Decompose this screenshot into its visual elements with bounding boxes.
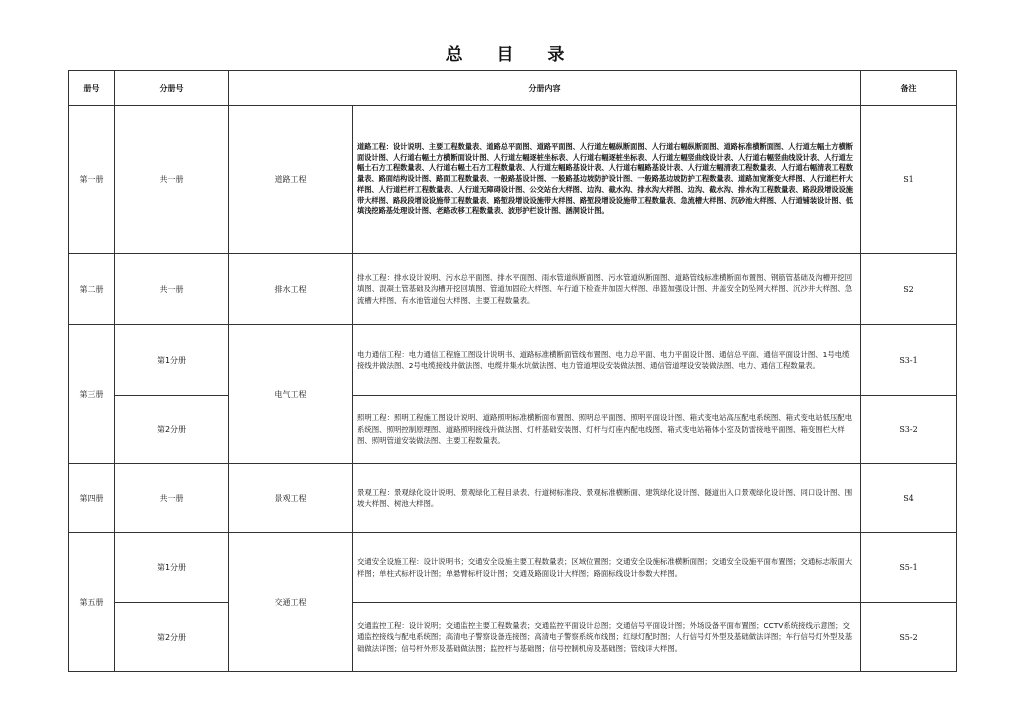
category-cell: 道路工程	[229, 106, 353, 254]
table-row	[69, 603, 957, 672]
remark-cell: S4	[861, 464, 957, 533]
page-title: 总 目 录	[445, 45, 579, 65]
volume-cell: 第三册	[69, 325, 115, 464]
table-row	[69, 533, 957, 603]
header-remark: 备注	[861, 71, 957, 106]
remark-cell: S3-2	[861, 396, 957, 464]
sub-volume-cell: 第2分册	[115, 396, 229, 464]
header-row	[69, 71, 957, 106]
content-cell: 照明工程：照明工程施工图设计说明、道路照明标准横断面布置图、照明总平面图、照明平面设计图、箱式变电站高压配电系统图、箱式变电站低压配电系统图、照明控制原理图、道路照明接线升做法图、灯杆基础安装图、灯杆与灯座内配电线图、箱式变电站箱体小室及防雷接地平面图、箱变围栏大样图、照明管道安装做法图、主要工程数量表。	[353, 396, 861, 464]
remark-cell: S5-2	[861, 603, 957, 672]
volume-cell: 第五册	[69, 533, 115, 672]
remark-cell: S2	[861, 254, 957, 325]
table-row	[69, 254, 957, 325]
catalog-table	[68, 70, 957, 672]
volume-cell: 第一册	[69, 106, 115, 254]
category-cell: 电气工程	[229, 325, 353, 464]
header-content: 分册内容	[229, 71, 861, 106]
volume-cell: 第二册	[69, 254, 115, 325]
table-row	[69, 106, 957, 254]
header-sub-volume: 分册号	[115, 71, 229, 106]
content-cell: 交通监控工程：设计说明；交通监控主要工程数量表；交通监控平面设计总图；交通信号平面设计图；外场设备平面布置图；CCTV系统接线示意图；交通监控接线与配电系统图；高清电子警察设备连接图；高清电子警察系统布线图；红绿灯配时图；人行信号灯外型及基础做法详图；车行信号灯外型及基础做法详图；信号杆外形及基础做法图；监控杆与基础图；信号控制机房及基础图；管线详大样图。	[353, 603, 861, 672]
table-row	[69, 325, 957, 396]
remark-cell: S3-1	[861, 325, 957, 396]
sub-volume-cell: 共一册	[115, 254, 229, 325]
sub-volume-cell: 第1分册	[115, 325, 229, 396]
category-cell: 交通工程	[229, 533, 353, 672]
table-row	[69, 396, 957, 464]
content-cell: 电力通信工程：电力通信工程施工图设计说明书、道路标准横断面管线布置图、电力总平面、电力平面设计图、通信总平面、通信平面设计图、1号电缆接线井做法图、2号电缆接线井做法图、电缆井集水坑做法图、电力管道埋设安装做法图、通信管道埋设安装做法图、电力、通信工程数量表。	[353, 325, 861, 396]
sub-volume-cell: 共一册	[115, 106, 229, 254]
content-cell: 交通安全设施工程：设计说明书；交通安全设施主要工程数量表；区域位置图；交通安全设施标准横断面图；交通安全设施平面布置图；交通标志版面大样图；单柱式标杆设计图；单悬臂标杆设计图；交通及路面设计大样图；路面标线设计参数大样图。	[353, 533, 861, 603]
sub-volume-cell: 第1分册	[115, 533, 229, 603]
remark-cell: S1	[861, 106, 957, 254]
sub-volume-cell: 第2分册	[115, 603, 229, 672]
sub-volume-cell: 共一册	[115, 464, 229, 533]
volume-cell: 第四册	[69, 464, 115, 533]
remark-cell: S5-1	[861, 533, 957, 603]
content-cell: 排水工程：排水设计说明、污水总平面图、排水平面图、雨水管道纵断面图、污水管道纵断面图、道路管线标准横断面布置图、钢筋管基础及沟槽开挖回填图、混凝土管基础及沟槽开挖回填图、管道加固砼大样图、车行道下检查井加固大样图、串篮加强设计图、井盖安全防坠网大样图、沉沙井大样图、急流槽大样图、有水池管道包大样图、主要工程数量表。	[353, 254, 861, 325]
category-cell: 景观工程	[229, 464, 353, 533]
content-cell: 景观工程：景观绿化设计说明、景观绿化工程目录表、行道树标准段、景观标准横断面、建筑绿化设计图、隧道出入口景观绿化设计图、同口设计图、围坡大样图、树池大样图。	[353, 464, 861, 533]
category-cell: 排水工程	[229, 254, 353, 325]
header-volume: 册号	[69, 71, 115, 106]
table-row	[69, 464, 957, 533]
content-cell: 道路工程：设计说明、主要工程数量表、道路总平面图、道路平面图、人行道左幅纵断面图、人行道右幅纵断面图、道路标准横断面图、人行道左幅土方横断面设计图、人行道右幅土方横断面设计图、人行道左幅逐桩坐标表、人行道右幅逐桩坐标表、人行道左幅竖曲线设计表、人行道右幅竖曲线设计表、人行道左幅土石方工程数量表、人行道右幅土石方工程数量表、人行道左幅路基设计表、人行道右幅路基设计表、人行道左幅清表工程数量表、人行道右幅清表工程数量表、路面结构设计图、路面工程数量表、一般路基设计图、一般路基边坡防护设计图、一般路基边坡防护工程数量表、道路加宽渐变大样图、人行道栏杆大样图、人行道栏杆工程数量表、人行道无障碍设计图、公交站台大样图、边沟、截水沟、排水沟大样图、边沟、截水沟、排水沟工程数量表、路段段增设设施带大样图、路段段增设设施带工程数量表、路堑段增设设施带大样图、路堑段增设设施带工程数量表、急流槽大样图、沉砂池大样图、人行道铺装设计图、低填浅挖路基处理设计图、老路改移工程数量表、波形护栏设计图、涵洞设计图。	[353, 106, 861, 254]
